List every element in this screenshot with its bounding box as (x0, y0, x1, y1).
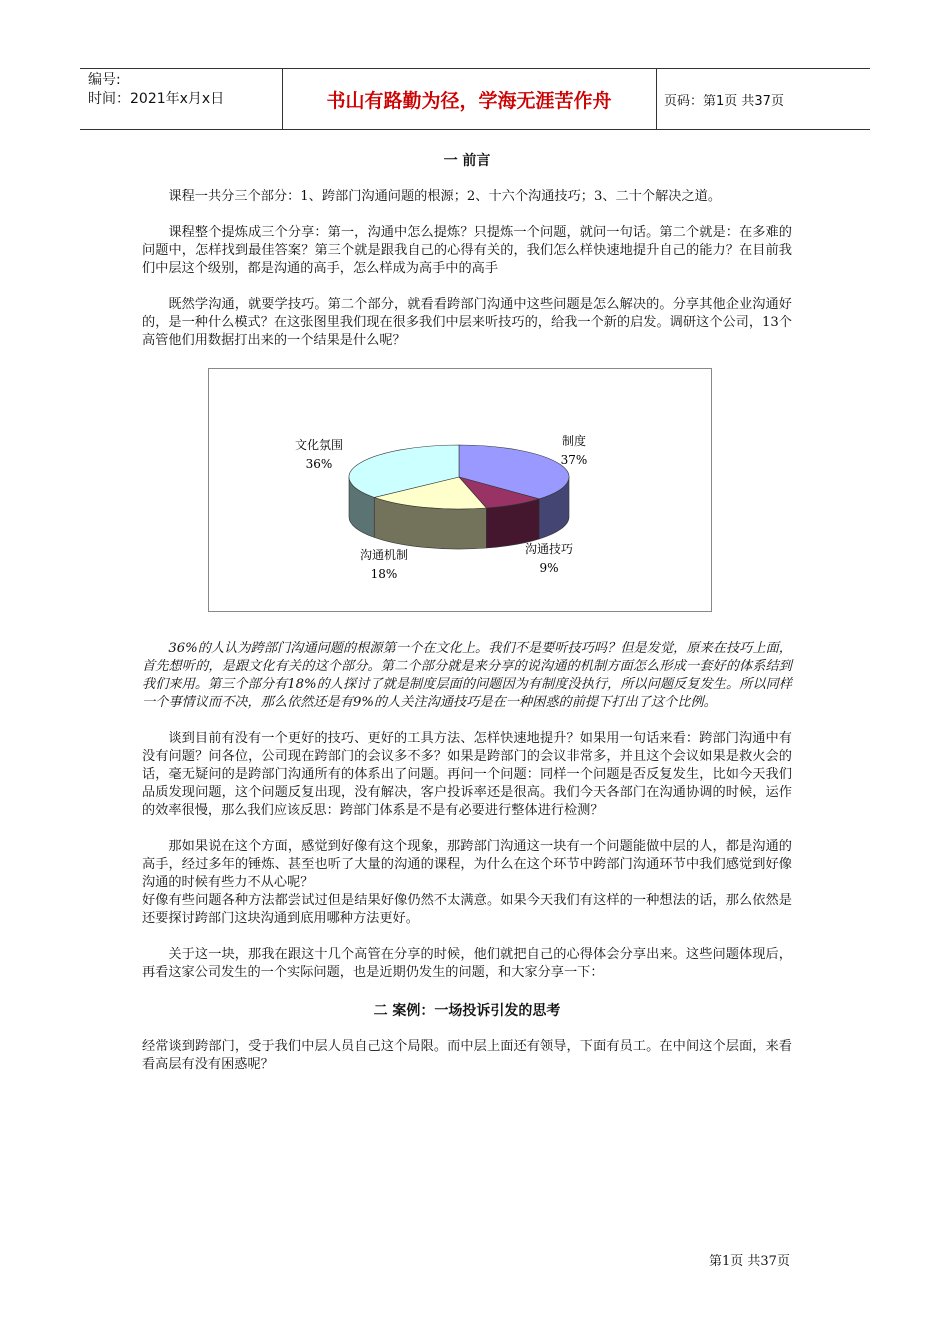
pie-value-label: 37% (560, 453, 588, 467)
paragraph: 好像有些问题各种方法都尝试过但是结果好像仍然不太满意。如果今天我们有这样的一种想法的话，那么依然是还要探讨跨部门这块沟通到底用哪种方法更好。 (142, 893, 792, 926)
paragraph: 课程整个提炼成三个分享：第一，沟通中怎么提炼？只提炼一个问题，就问一句话。第二个就是：在多难的问题中，怎样找到最佳答案？第三个就是跟我自己的心得有关的，我们怎么样快速地提升自己的能力？在目前我们中层这个级别，都是沟通的高手，怎么样成为高手中的高手 (142, 225, 792, 276)
paragraph: 课程一共分三个部分：1、跨部门沟通问题的根源；2、十六个沟通技巧；3、二十个解决之道。 (168, 189, 722, 204)
pie-chart (209, 369, 711, 611)
page-header (80, 68, 870, 130)
pie-label: 制度 (561, 434, 587, 448)
doc-time-label: 时间：2021年x月x日 (88, 91, 225, 107)
paragraph: 既然学沟通，就要学技巧。第二个部分，就看看跨部门沟通中这些问题是怎么解决的。分享其他企业沟通好的，是一种什么模式？在这张图里我们现在很多我们中层来听技巧的，给我一个新的启发。调研这个公司，13个高管他们用数据打出来的一个结果是什么呢？ (142, 297, 792, 348)
chart-commentary: 36%的人认为跨部门沟通问题的根源第一个在文化上。我们不是要听技巧吗？但是发觉，原来在技巧上面，首先想听的，是跟文化有关的这个部分。第二个部分就是来分享的说沟通的机制方面怎么形成一套好的体系结到我们来用。第三个部分有18%的人探讨了就是制度层面的问题因为有制度没执行，所以问题反复发生。所以同样一个事情议而不决，那么依然还是有9%的人关注沟通技巧是在一种困惑的前提下打出了这个比例。 (142, 641, 792, 710)
paragraph: 关于这一块，那我在跟这十几个高管在分享的时候，他们就把自己的心得体会分享出来。这些问题体现后，再看这家公司发生的一个实际问题，也是近期仍发生的问题，和大家分享一下： (142, 947, 792, 980)
section-title: 二 案例：一场投诉引发的思考 (373, 1003, 561, 1019)
pie-value-label: 18% (370, 567, 398, 581)
doc-number-label: 编号: (88, 72, 121, 88)
header-motto: 书山有路勤为径，学海无涯苦作舟 (326, 89, 612, 112)
pie-value-label: 36% (305, 457, 333, 471)
paragraph: 谈到目前有没有一个更好的技巧、更好的工具方法、怎样快速地提升？如果用一句话来看：跨部门沟通中有没有问题？问各位，公司现在跨部门的会议多不多？如果是跨部门的会议非常多，并且这个会议如果是救火会的话，毫无疑问的是跨部门沟通所有的体系出了问题。再问一个问题：同样一个问题是否反复发生，比如今天我们品质发现问题，这个问题反复出现，没有解决，客户投诉率还是很高。我们今天各部门在沟通协调的时候，运作的效率很慢，那么我们应该反思：跨部门体系是不是有必要进行整体进行检测？ (142, 731, 792, 818)
header-meta (88, 71, 224, 109)
pie-label: 沟通技巧 (524, 542, 574, 556)
pie-label: 文化氛围 (294, 438, 344, 452)
page-footer: 第1页 共37页 (709, 1254, 790, 1269)
pie-value-label: 9% (539, 561, 559, 575)
pie-chart-frame (208, 368, 712, 612)
paragraph: 那如果说在这个方面，感觉到好像有这个现象，那跨部门沟通这一块有一个问题能做中层的人，都是沟通的高手，经过多年的锤炼、甚至也听了大量的沟通的课程，为什么在这个环节中跨部门沟通环节中我们感觉到好像沟通的时候有些力不从心呢？ (142, 839, 792, 890)
paragraph: 经常谈到跨部门，受于我们中层人员自己这个局限。而中层上面还有领导，下面有员工。在中间这个层面，来看看高层有没有困惑呢？ (142, 1039, 792, 1072)
pie-label: 沟通机制 (359, 548, 409, 562)
header-divider (656, 69, 657, 129)
section-title: 一 前言 (443, 153, 491, 169)
document-body (142, 150, 792, 1092)
header-page-label: 页码：第1页 共37页 (664, 93, 784, 109)
